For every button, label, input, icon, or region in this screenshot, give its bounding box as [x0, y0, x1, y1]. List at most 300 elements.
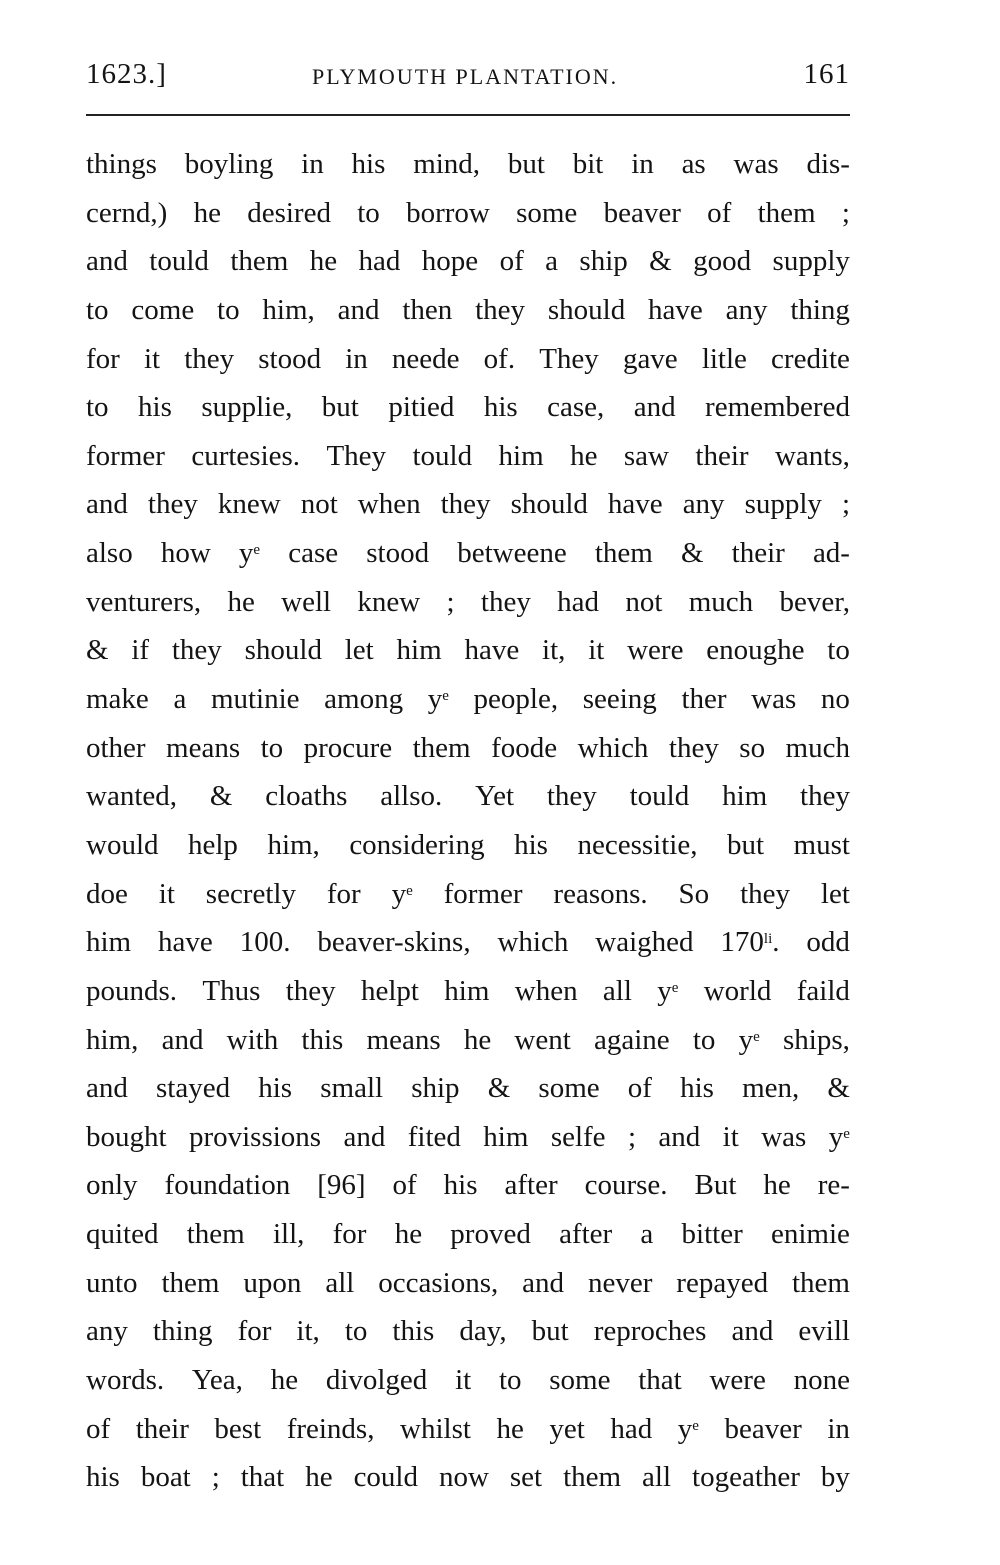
word: he	[463, 1023, 492, 1056]
word: &	[827, 1072, 850, 1105]
word: it,	[542, 634, 566, 667]
word: he	[496, 1412, 524, 1445]
word: reasons.	[553, 877, 648, 910]
word: things	[86, 148, 157, 180]
word: a	[173, 683, 187, 716]
text-line	[86, 1405, 850, 1454]
word: unto	[86, 1266, 138, 1299]
word: enimie	[770, 1218, 850, 1251]
word: former	[86, 439, 165, 472]
word: him,	[267, 828, 320, 861]
word: pitied	[388, 391, 455, 424]
word: he	[193, 196, 221, 229]
word: mutinie	[210, 683, 300, 716]
word: him	[86, 926, 132, 959]
word: stayed	[156, 1072, 231, 1105]
word: some	[549, 1364, 611, 1397]
word: their	[695, 439, 749, 472]
word: had	[610, 1412, 653, 1445]
word: togeather	[692, 1461, 800, 1494]
word: So	[678, 877, 710, 910]
text-line	[86, 821, 850, 870]
word: they	[285, 974, 336, 1007]
word: much	[688, 585, 754, 618]
superscript: e	[253, 542, 261, 559]
word: evill	[798, 1315, 850, 1348]
word: to	[217, 293, 240, 326]
word: and	[522, 1266, 565, 1299]
word: occasions,	[378, 1266, 499, 1299]
word: doe	[86, 877, 128, 910]
word: but	[507, 148, 545, 180]
text-line	[86, 967, 850, 1016]
word: knew	[357, 585, 421, 618]
word: a	[545, 245, 559, 278]
word: re-	[817, 1169, 850, 1202]
word: [96]	[317, 1169, 366, 1202]
word: them	[792, 1266, 850, 1299]
word: to	[692, 1023, 716, 1056]
word: people,	[473, 683, 559, 716]
word: them	[186, 1218, 245, 1251]
word: &	[209, 780, 233, 813]
word: credite	[771, 342, 850, 375]
word: ;	[627, 1120, 637, 1153]
word: secretly	[205, 877, 296, 910]
word: best	[214, 1412, 262, 1445]
word: only	[86, 1169, 138, 1202]
superscript: li	[763, 931, 773, 948]
word: They	[326, 439, 387, 472]
word: any	[682, 488, 725, 521]
word: beaver	[603, 196, 681, 229]
text-line	[86, 1064, 850, 1113]
word: his	[258, 1072, 293, 1105]
word: all	[642, 1461, 672, 1494]
text-line	[86, 578, 850, 627]
word: by	[820, 1461, 850, 1494]
word: cernd,)	[86, 196, 168, 229]
word: neede	[391, 342, 460, 375]
word: Yet	[475, 780, 515, 813]
word: a	[640, 1218, 654, 1251]
word: could	[353, 1461, 418, 1494]
word: tould	[412, 439, 473, 472]
word: wants,	[774, 439, 850, 472]
word: his	[86, 1461, 120, 1494]
word: he	[309, 245, 338, 278]
text-line	[86, 1259, 850, 1308]
word: for	[326, 877, 361, 910]
word: they	[184, 342, 235, 375]
word: to	[344, 1315, 368, 1348]
word: necessitie,	[577, 828, 698, 861]
text-line	[86, 772, 850, 821]
word: now	[438, 1461, 489, 1494]
word: had	[358, 245, 401, 278]
word: divolged	[325, 1364, 428, 1397]
word: after	[559, 1218, 613, 1251]
word: but	[531, 1315, 569, 1348]
word: good	[693, 245, 752, 278]
word: he	[305, 1461, 333, 1494]
word: come	[131, 293, 195, 326]
word: and	[731, 1315, 774, 1348]
word: them	[230, 245, 289, 278]
word: knew	[217, 488, 281, 521]
word: of	[392, 1169, 417, 1202]
word: their	[731, 537, 785, 570]
text-line	[86, 140, 850, 189]
word: then	[402, 293, 453, 326]
word: helpt	[360, 974, 419, 1007]
word: have	[607, 488, 663, 521]
word: was	[733, 148, 779, 180]
word: men,	[742, 1072, 800, 1105]
word: quited	[86, 1218, 159, 1251]
word: of	[707, 196, 732, 229]
word: should	[244, 634, 322, 667]
word: some	[516, 196, 578, 229]
superscript: e	[406, 882, 413, 899]
word: world	[703, 974, 772, 1007]
word: tould	[629, 780, 690, 813]
word: him	[483, 1120, 529, 1153]
word: with	[226, 1023, 279, 1056]
word: againe	[593, 1023, 670, 1056]
word: they	[480, 585, 531, 618]
word: he	[570, 439, 598, 472]
word: never	[587, 1266, 653, 1299]
word: set	[509, 1461, 543, 1494]
word: other	[86, 731, 146, 764]
word: repayed	[676, 1266, 769, 1299]
text-line	[86, 1356, 850, 1405]
word: seeing	[582, 683, 657, 716]
word: ;	[841, 488, 850, 521]
word: this	[392, 1315, 435, 1348]
word: borrow	[406, 196, 490, 229]
word: supplie,	[201, 391, 293, 424]
word: ;	[211, 1461, 220, 1494]
word: dis-	[806, 148, 850, 180]
word: They	[539, 342, 599, 375]
word: they	[668, 731, 719, 764]
word: gave	[622, 342, 678, 375]
word: means	[366, 1023, 441, 1056]
word: ill,	[272, 1218, 305, 1251]
word: among	[324, 683, 404, 716]
word: remembered	[705, 391, 850, 424]
text-line	[86, 1210, 850, 1259]
word: it	[143, 342, 161, 375]
word: foundation	[164, 1169, 291, 1202]
word: would	[86, 828, 159, 861]
word: he	[270, 1364, 299, 1397]
word: that	[240, 1461, 285, 1494]
word: so	[739, 731, 766, 764]
word: boat	[140, 1461, 191, 1494]
word: $y^e$	[738, 1023, 760, 1056]
word: to	[86, 293, 109, 326]
word: he	[227, 585, 255, 618]
word: was	[761, 1120, 807, 1153]
word: &	[649, 245, 672, 278]
text-line	[86, 1453, 850, 1502]
word: and	[633, 391, 676, 424]
word: his	[514, 828, 548, 861]
word: course.	[584, 1169, 668, 1202]
word: faild	[796, 974, 850, 1007]
word: bever,	[779, 585, 850, 618]
word: for	[237, 1315, 272, 1348]
word: them	[412, 731, 471, 764]
word: $170^{li}$.	[720, 926, 780, 959]
word: cloaths	[265, 780, 348, 813]
word: him	[444, 974, 490, 1007]
word: in	[827, 1412, 850, 1445]
word: have	[464, 634, 520, 667]
word: and	[658, 1120, 701, 1153]
word: his	[138, 391, 172, 424]
text-line	[86, 724, 850, 773]
word: them	[757, 196, 816, 229]
word: when	[357, 488, 421, 521]
word: $y^e$	[828, 1120, 850, 1153]
word: all	[325, 1266, 355, 1299]
text-line	[86, 870, 850, 919]
word: bitter	[681, 1218, 743, 1251]
word: but	[321, 391, 359, 424]
text-line	[86, 1016, 850, 1065]
word: supply	[744, 488, 822, 521]
word: beaver-skins,	[317, 926, 471, 959]
word: they	[740, 877, 791, 910]
superscript: e	[671, 979, 679, 996]
superscript: e	[442, 688, 449, 705]
word: provissions	[188, 1120, 322, 1153]
text-line	[86, 1161, 850, 1210]
superscript: e	[692, 1417, 699, 1434]
word: desired	[247, 196, 331, 229]
word: to	[86, 391, 109, 424]
word: proved	[450, 1218, 531, 1251]
word: $y^e$	[657, 974, 679, 1007]
word: as	[681, 148, 706, 180]
word: of.	[483, 342, 516, 375]
text-line	[86, 675, 850, 724]
word: small	[320, 1072, 384, 1105]
word: had	[557, 585, 600, 618]
word: some	[538, 1072, 600, 1105]
word: and	[161, 1023, 204, 1056]
word: how	[160, 537, 211, 570]
header-year: 1623.]	[86, 58, 167, 90]
word: him,	[86, 1023, 139, 1056]
word: &	[487, 1072, 511, 1105]
word: litle	[701, 342, 747, 375]
word: let	[820, 877, 850, 910]
word: bought	[86, 1120, 167, 1153]
word: it	[722, 1120, 739, 1153]
text-line	[86, 480, 850, 529]
word: if	[131, 634, 150, 667]
word: well	[281, 585, 332, 618]
word: let	[344, 634, 374, 667]
word: hope	[421, 245, 479, 278]
word: when	[514, 974, 578, 1007]
text-line	[86, 1307, 850, 1356]
word: thing	[152, 1315, 213, 1348]
running-header	[86, 58, 850, 98]
word: he	[394, 1218, 423, 1251]
word: have	[158, 926, 213, 959]
text-line	[86, 237, 850, 286]
word: and	[86, 245, 128, 278]
word: it,	[296, 1315, 320, 1348]
word: means	[166, 731, 241, 764]
word: boyling	[184, 148, 274, 180]
word: of	[86, 1412, 111, 1445]
word: for	[86, 342, 120, 375]
word: case,	[547, 391, 605, 424]
word: ;	[841, 196, 850, 229]
header-title: PLYMOUTH PLANTATION.	[312, 64, 619, 89]
word: in	[345, 342, 368, 375]
word: freinds,	[286, 1412, 375, 1445]
word: But	[694, 1169, 737, 1202]
word: which	[577, 731, 649, 764]
word: in	[631, 148, 654, 180]
word: saw	[623, 439, 669, 472]
word: must	[793, 828, 850, 861]
text-line	[86, 1113, 850, 1162]
text-line	[86, 189, 850, 238]
word: &	[86, 634, 109, 667]
word: help	[188, 828, 238, 861]
body-text	[86, 140, 850, 1502]
word: they	[475, 293, 526, 326]
word: have	[648, 293, 703, 326]
word: and	[86, 1072, 128, 1105]
word: words.	[86, 1364, 165, 1397]
text-line	[86, 432, 850, 481]
word: curtesies.	[191, 439, 301, 472]
word: tould	[149, 245, 209, 278]
word: no	[820, 683, 850, 716]
word: procure	[303, 731, 393, 764]
word: any	[725, 293, 768, 326]
word: and	[337, 293, 380, 326]
word: were	[627, 634, 684, 667]
word: enoughe	[706, 634, 805, 667]
word: for	[332, 1218, 367, 1251]
word: his	[351, 148, 386, 180]
word: to	[498, 1364, 522, 1397]
word: not	[625, 585, 663, 618]
word: Thus	[202, 974, 261, 1007]
text-line	[86, 286, 850, 335]
superscript: e	[753, 1028, 760, 1045]
word: case	[288, 537, 339, 570]
word: thing	[790, 293, 850, 326]
word: bit	[572, 148, 604, 180]
word: it	[455, 1364, 472, 1397]
word: he	[763, 1169, 791, 1202]
word: after	[504, 1169, 558, 1202]
word: them	[161, 1266, 220, 1299]
word: to	[827, 634, 850, 667]
word: ship	[579, 245, 628, 278]
text-line	[86, 626, 850, 675]
word: yet	[549, 1412, 585, 1445]
word: stood	[366, 537, 430, 570]
word: him	[396, 634, 442, 667]
word: day,	[459, 1315, 507, 1348]
word: and	[343, 1120, 386, 1153]
word: foode	[491, 731, 558, 764]
word: betweene	[457, 537, 567, 570]
text-line	[86, 918, 850, 967]
word: venturers,	[86, 585, 202, 618]
word: upon	[243, 1266, 302, 1299]
word: went	[514, 1023, 571, 1056]
word: considering	[349, 828, 485, 861]
word: supply	[772, 245, 850, 278]
word: stood	[258, 342, 322, 375]
word: whilst	[400, 1412, 471, 1445]
text-line	[86, 529, 850, 578]
word: all	[602, 974, 632, 1007]
word: fited	[407, 1120, 461, 1153]
word: make	[86, 683, 149, 716]
word: reproches	[593, 1315, 707, 1348]
superscript: e	[843, 1125, 850, 1142]
word: should	[510, 488, 588, 521]
word: &	[680, 537, 704, 570]
word: them	[594, 537, 653, 570]
word: any	[86, 1315, 128, 1348]
word: him,	[262, 293, 315, 326]
word: ship	[411, 1072, 460, 1105]
word: $y^e$	[391, 877, 413, 910]
word: odd	[806, 926, 850, 959]
word: they	[546, 780, 597, 813]
word: were	[709, 1364, 766, 1397]
word: waighed	[595, 926, 694, 959]
word: they	[147, 488, 198, 521]
word: should	[547, 293, 626, 326]
word: it	[158, 877, 175, 910]
word: and	[86, 488, 128, 521]
word: in	[301, 148, 324, 180]
word: selfe	[550, 1120, 606, 1153]
word: his	[443, 1169, 478, 1202]
word: Yea,	[191, 1364, 243, 1397]
word: also	[86, 537, 133, 570]
text-line	[86, 383, 850, 432]
word: ad-	[812, 537, 850, 570]
word: their	[135, 1412, 189, 1445]
word: wanted,	[86, 780, 177, 813]
word: was	[751, 683, 797, 716]
word: of	[627, 1072, 652, 1105]
word: him	[498, 439, 544, 472]
word: his	[483, 391, 518, 424]
word: it	[588, 634, 605, 667]
word: much	[785, 731, 850, 764]
word: ;	[446, 585, 455, 618]
